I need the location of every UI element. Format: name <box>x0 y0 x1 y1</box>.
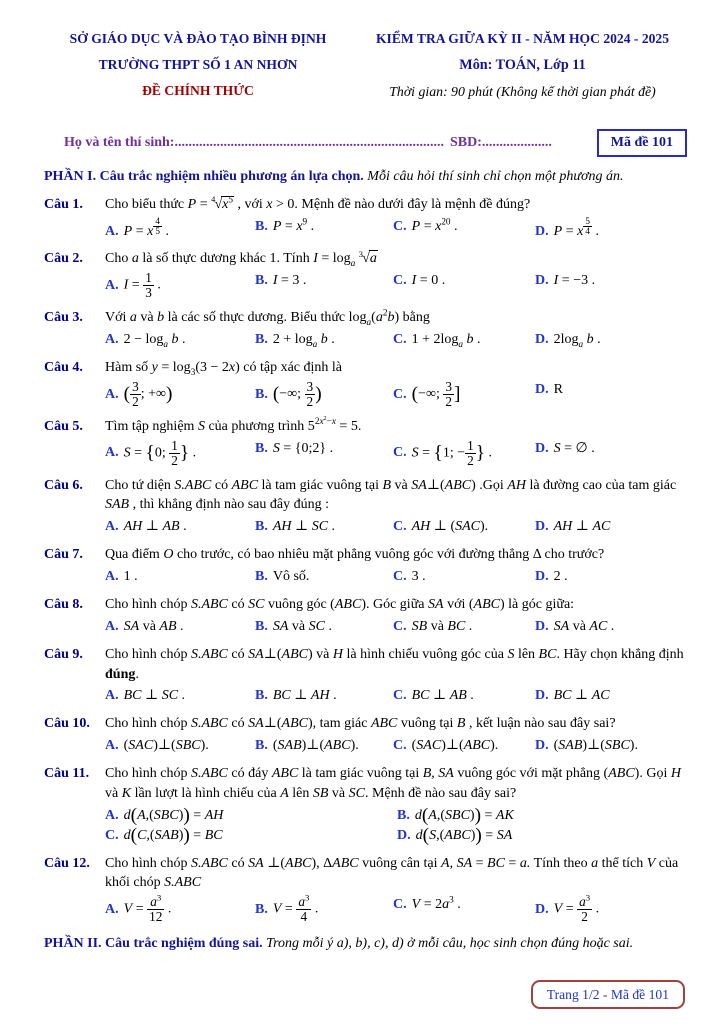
question-text: Hàm số $y = \log_3(3 - 2x)$ có tập xác định là <box>105 360 342 377</box>
question-11 <box>44 764 687 846</box>
option-B: B. $P = x^9$ . <box>255 215 315 234</box>
option-letter: A. <box>105 902 119 917</box>
options-row <box>105 330 687 350</box>
option-letter: D. <box>535 688 549 704</box>
question-10 <box>44 714 687 756</box>
part2-title <box>44 934 687 954</box>
official-exam-label: ĐỀ CHÍNH THỨC <box>142 82 254 98</box>
option-C: C. d(C,(SAB)) = BC <box>105 824 223 846</box>
option-C: C. $V = 2a^3$ . <box>393 894 461 913</box>
option-letter: C. <box>393 618 407 634</box>
options-row <box>105 567 687 587</box>
option-C: C. SB và BC . <box>393 618 473 634</box>
header <box>44 26 687 105</box>
sbd-label: SBD: <box>449 135 482 151</box>
question-content <box>105 308 687 350</box>
option-letter: A. <box>105 386 119 402</box>
option-B: B. $2 + \log_a b$ . <box>255 332 335 349</box>
option-D: D. S = ∅ . <box>535 440 595 456</box>
option-A: A. ( $\frac{3}{2}$ ; +∞) <box>105 378 173 409</box>
exam-title: KIỂM TRA GIỮA KỲ II - NĂM HỌC 2024 - 2025 <box>375 31 670 46</box>
question-content <box>105 545 687 587</box>
option-letter: B. <box>255 618 268 634</box>
option-C: C. $1 + 2\log_a$ b . <box>393 332 481 349</box>
option-letter: C. <box>105 827 119 843</box>
options-row <box>105 380 687 409</box>
student-info-row <box>44 129 687 157</box>
questions-list <box>44 195 687 924</box>
option-A: A. $2 - \log_a b$ . <box>105 332 186 349</box>
header-right <box>358 26 687 105</box>
option-A: A. S = {0; $\frac{1}{2}$ } . <box>105 437 197 468</box>
option-letter: B. <box>255 218 268 234</box>
option-letter: A. <box>105 618 119 634</box>
question-1 <box>44 195 687 242</box>
question-2 <box>44 249 687 300</box>
option-letter: B. <box>397 807 410 823</box>
question-3 <box>44 308 687 350</box>
option-B: B. d(A,(SBC)) = AK <box>397 804 514 826</box>
part2-title-bold: PHẦN II. Câu trắc nghiệm đúng sai. <box>44 936 263 952</box>
option-letter: A. <box>105 738 119 754</box>
option-A: A. P = x $^{\frac{4}{5}}$ . <box>105 215 169 239</box>
option-D: D. 2 . <box>535 569 568 585</box>
option-A: A. I = $\frac{1}{3}$ . <box>105 270 161 301</box>
option-letter: B. <box>255 738 268 754</box>
option-letter: D. <box>535 440 549 456</box>
question-number: Câu 8. <box>44 596 83 612</box>
option-letter: C. <box>393 897 407 913</box>
question-text: Tìm tập nghiệm S của phương trình $5^{2x^2-x} = 5$. <box>105 416 362 434</box>
question-text: Với a và b là các số thực dương. Biểu thức $\log_a(a^2b)$ bằng <box>105 307 430 328</box>
option-B: B. I = 3 . <box>255 273 307 289</box>
option-letter: C. <box>393 332 407 348</box>
question-content <box>105 764 687 846</box>
option-C: C. S = {1; − $\frac{1}{2}$ } . <box>393 437 493 468</box>
option-letter: B. <box>255 440 268 456</box>
option-letter: D. <box>535 902 549 917</box>
question-text: Cho a là số thực dương khác 1. Tính $I = \log_a ^3√a$ <box>105 249 377 269</box>
question-content <box>105 358 687 409</box>
option-A: A. 1 . <box>105 569 138 585</box>
option-letter: A. <box>105 445 119 461</box>
option-letter: C. <box>393 569 407 585</box>
option-letter: C. <box>393 688 407 704</box>
subject-line: Môn: TOÁN, Lớp 11 <box>459 56 586 73</box>
question-text: Cho hình chóp S.ABC có SC vuông góc (ABC). Góc giữa SA với (ABC) là góc giữa: <box>105 596 575 612</box>
option-letter: C. <box>393 445 407 461</box>
option-letter: D. <box>535 273 549 289</box>
option-A: A. d(A,(SBC)) = AH <box>105 804 224 826</box>
question-number: Câu 2. <box>44 251 83 267</box>
question-content <box>105 854 687 925</box>
option-D: D. AH ⊥ AC <box>535 519 611 535</box>
school-name: TRƯỜNG THPT SỐ 1 AN NHƠN <box>98 56 298 72</box>
question-number: Câu 11. <box>44 766 90 782</box>
options-row <box>105 217 687 242</box>
question-6 <box>44 476 687 538</box>
question-12 <box>44 854 687 925</box>
part2-title-italic: Trong mỗi ý a), b), c), d) ở mỗi câu, học sinh chọn đúng hoặc sai. <box>266 936 634 952</box>
option-D: D. BC ⊥ AC <box>535 688 610 704</box>
option-B: B. (−∞; $\frac{3}{2}$ ) <box>255 378 322 409</box>
option-letter: B. <box>255 273 268 289</box>
option-letter: C. <box>393 519 407 535</box>
option-A: A. (SAC)⊥(SBC). <box>105 738 209 754</box>
option-letter: D. <box>397 827 411 843</box>
option-letter: D. <box>535 223 549 239</box>
option-C: C. (SAC)⊥(ABC). <box>393 738 499 754</box>
option-A: A. BC ⊥ SC . <box>105 688 186 704</box>
option-letter: B. <box>255 386 268 402</box>
question-5 <box>44 417 687 468</box>
question-content <box>105 714 687 756</box>
duration-line: Thời gian: 90 phút (Không kể thời gian phát đề) <box>389 83 656 99</box>
option-A: A. V = $\frac{a^3}{12}$ . <box>105 892 172 925</box>
options-row <box>105 686 687 706</box>
page-number-badge: Trang 1/2 - Mã đề 101 <box>531 980 685 1009</box>
option-letter: A. <box>105 278 119 294</box>
options-row <box>105 806 687 846</box>
option-D: D. R <box>535 381 563 397</box>
option-letter: D. <box>535 738 549 754</box>
question-text: Qua điểm O cho trước, có bao nhiêu mặt phẳng vuông góc với đường thẳng Δ cho trước? <box>105 547 605 563</box>
options-row <box>105 617 687 637</box>
question-number: Câu 10. <box>44 716 90 732</box>
option-letter: C. <box>393 218 407 234</box>
option-letter: D. <box>535 381 549 397</box>
option-letter: A. <box>105 519 119 535</box>
option-D: D. V = $\frac{a^3}{2}$ . <box>535 892 600 925</box>
question-content <box>105 476 687 538</box>
question-text: Cho tứ diện S.ABC có ABC là tam giác vuông tại B và SA⊥(ABC) .Gọi AH là đường cao của tam giác SAB , thì khẳng định nào sau đây đúng : <box>105 477 677 513</box>
option-letter: A. <box>105 807 119 823</box>
option-D: D. P = x $^{\frac{5}{4}}$ . <box>535 215 599 239</box>
option-C: C. I = 0 . <box>393 273 446 289</box>
question-9 <box>44 645 687 707</box>
question-number: Câu 4. <box>44 360 83 376</box>
question-number: Câu 7. <box>44 547 83 563</box>
options-row <box>105 439 687 468</box>
part1-title <box>44 167 687 187</box>
option-letter: D. <box>535 618 549 634</box>
footer-row <box>44 980 687 1009</box>
option-D: D. d(S,(ABC)) = SA <box>397 824 513 846</box>
option-letter: B. <box>255 332 268 348</box>
option-letter: A. <box>105 223 119 239</box>
option-C: C. 3 . <box>393 569 426 585</box>
option-B: B. BC ⊥ AH . <box>255 688 337 704</box>
option-letter: A. <box>105 332 119 348</box>
option-letter: C. <box>393 273 407 289</box>
option-B: B. SA và SC . <box>255 618 332 634</box>
option-D: D. (SAB)⊥(SBC). <box>535 738 638 754</box>
options-row <box>105 892 687 925</box>
option-C: C. BC ⊥ AB . <box>393 688 474 704</box>
option-B: B. (SAB)⊥(ABC). <box>255 738 359 754</box>
option-D: D. SA và AC . <box>535 618 615 634</box>
option-letter: B. <box>255 519 268 535</box>
option-A: A. AH ⊥ AB . <box>105 519 187 535</box>
question-content <box>105 645 687 707</box>
question-content <box>105 195 687 242</box>
option-D: D. $2\log_a$ b . <box>535 332 601 349</box>
option-letter: A. <box>105 688 119 704</box>
question-content <box>105 249 687 300</box>
question-number: Câu 5. <box>44 418 83 434</box>
header-left <box>44 26 352 105</box>
question-text: Cho hình chóp S.ABC có SA⊥(ABC), tam giác ABC vuông tại B , kết luận nào sau đây sai? <box>105 716 616 732</box>
question-text: Cho hình chóp S.ABC có SA⊥(ABC) và H là hình chiếu vuông góc của S lên BC. Hãy chọn khẳng định đúng. <box>105 646 684 682</box>
question-4 <box>44 358 687 409</box>
question-content <box>105 417 687 468</box>
sbd-dotted-line: .................... <box>481 135 552 151</box>
question-7 <box>44 545 687 587</box>
option-letter: D. <box>535 569 549 585</box>
options-row <box>105 517 687 537</box>
option-letter: B. <box>255 902 268 917</box>
question-number: Câu 3. <box>44 310 83 326</box>
option-D: D. I = −3 . <box>535 273 596 289</box>
option-letter: D. <box>535 332 549 348</box>
option-letter: D. <box>535 519 549 535</box>
option-letter: C. <box>393 738 407 754</box>
option-B: B. Vô số. <box>255 569 310 585</box>
question-number: Câu 12. <box>44 855 90 871</box>
option-B: B. V = $\frac{a^3}{4}$ . <box>255 892 319 925</box>
option-C: C. AH ⊥ (SAC). <box>393 519 489 535</box>
student-name-dotted-line: ............................................................................. <box>174 135 444 151</box>
option-C: C. (−∞; $\frac{3}{2}$ ] <box>393 378 461 409</box>
option-letter: B. <box>255 569 268 585</box>
option-C: C. $P = x^{20}$ . <box>393 215 458 234</box>
department-name: SỞ GIÁO DỤC VÀ ĐÀO TẠO BÌNH ĐỊNH <box>69 31 327 46</box>
option-letter: A. <box>105 569 119 585</box>
option-letter: B. <box>255 688 268 704</box>
question-number: Câu 1. <box>44 196 83 212</box>
question-8 <box>44 595 687 637</box>
part1-title-italic: Mỗi câu hỏi thí sinh chỉ chọn một phương án. <box>367 168 624 184</box>
question-number: Câu 6. <box>44 477 83 493</box>
option-B: B. AH ⊥ SC . <box>255 519 336 535</box>
part1-title-bold: PHẦN I. Câu trắc nghiệm nhiều phương án lựa chọn. <box>44 168 364 184</box>
exam-code-badge: Mã đề 101 <box>597 129 687 157</box>
option-A: A. SA và AB . <box>105 618 184 634</box>
option-letter: C. <box>393 386 407 402</box>
options-row <box>105 271 687 300</box>
student-name-label: Họ và tên thí sinh: <box>64 135 175 151</box>
question-text: Cho biểu thức $P = ^4√x^5$ , với x > 0. Mệnh đề nào dưới đây là mệnh đề đúng? <box>105 194 531 212</box>
options-row <box>105 736 687 756</box>
question-text: Cho hình chóp S.ABC có SA ⊥(ABC), ΔABC vuông cân tại A, SA = BC = a. Tính theo a thể tích V của khối chóp S.ABC <box>105 855 679 891</box>
question-content <box>105 595 687 637</box>
question-text: Cho hình chóp S.ABC có đáy ABC là tam giác vuông tại B, SA vuông góc với mặt phẳng (ABC). Gọi H và K lần lượt là hình chiếu của A lên SB và SC. Mệnh đề nào sau đây sai? <box>105 766 681 801</box>
question-number: Câu 9. <box>44 646 83 662</box>
option-B: B. S = {0;2} . <box>255 440 334 456</box>
